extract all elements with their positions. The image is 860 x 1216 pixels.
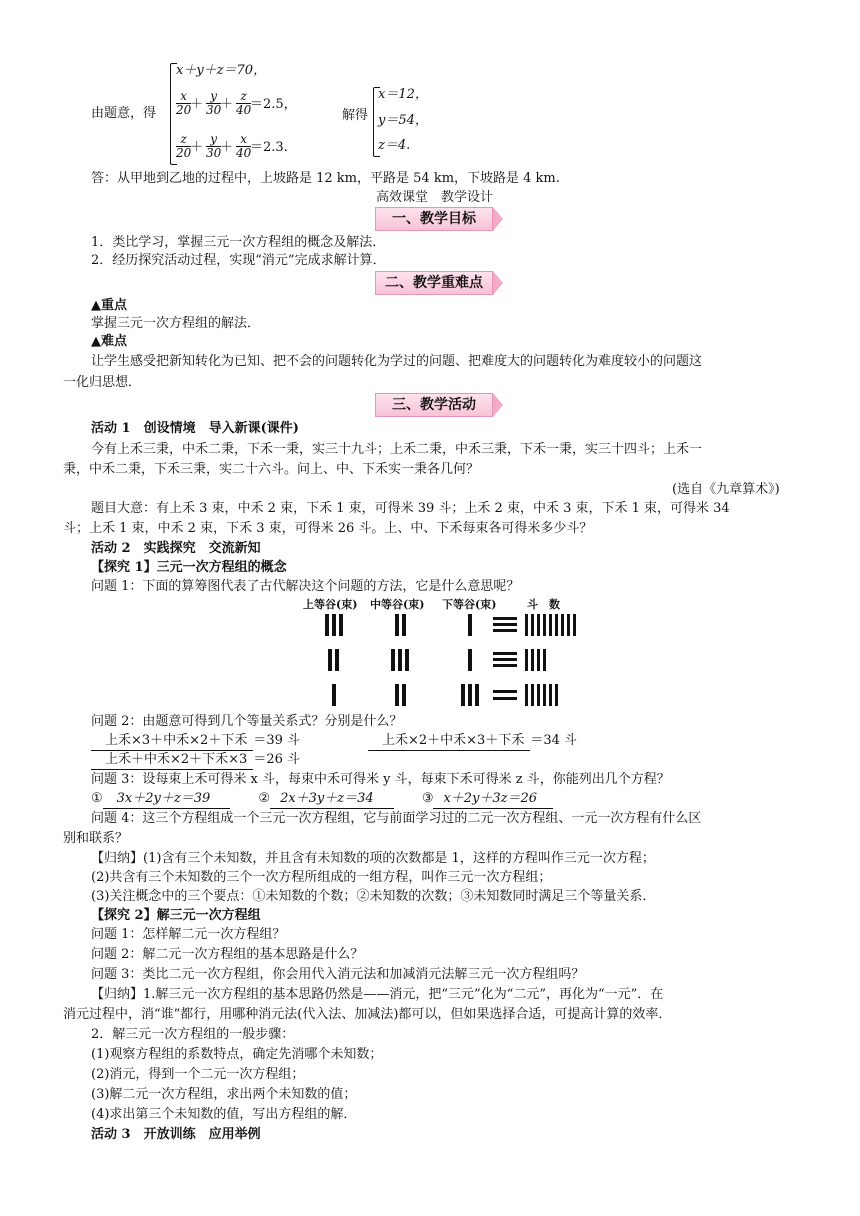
- rod-header-middle: 中等谷(束): [370, 598, 425, 611]
- goal-2: 2．经历探究活动过程，实现“消元”完成求解计算．: [91, 253, 386, 268]
- frac-num: y: [206, 90, 221, 104]
- activity-1-p1b: 秉，中禾二秉，下禾三秉，实二十六斗。问上、中、下禾实一秉各几何？: [63, 462, 480, 477]
- solution-z: z＝4.: [378, 138, 411, 153]
- activity-3-title: 活动 3 开放训练 应用举例: [91, 1127, 261, 1142]
- activity-1-p2a: 题目大意：有上禾 3 束，中禾 2 束，下禾 1 束，可得米 39 斗；上禾 2 束，中禾 3 束，下禾 1 束，可得米 34: [91, 501, 730, 516]
- relation-2-rhs: ＝34 斗: [530, 733, 578, 748]
- summary-4b: 消元过程中，消“谁”都行，用哪种消元法(代入法、加减法)都可以，但如果选择合适，可提高计算的效率．: [63, 1007, 672, 1022]
- difficulty-text-2: 一化归思想．: [63, 375, 142, 390]
- relation-1: [91, 732, 300, 751]
- explore-2-q1: 问题 1：怎样解二元一次方程组？: [91, 927, 286, 942]
- frac-den: 20: [176, 146, 192, 160]
- activity-1-title: 活动 1 创设情境 导入新课(课件): [91, 421, 299, 436]
- step-3: (3)解二元一次方程组，求出两个未知数的值；: [91, 1087, 357, 1102]
- key-text: 掌握三元一次方程组的解法．: [91, 316, 261, 331]
- source-citation: (选自《九章算术》): [672, 482, 780, 497]
- relation-3-rhs: ＝26 斗: [253, 752, 301, 767]
- relation-3: [91, 751, 300, 770]
- question-4b: 别和联系？: [63, 831, 129, 846]
- relation-2-expr: 上禾×2＋中禾×3＋下禾: [368, 732, 530, 751]
- step-1: (1)观察方程组的系数特点，确定先消哪个未知数；: [91, 1047, 383, 1062]
- eq-num-1: ①: [91, 791, 103, 806]
- equation-1: x＋y＋z＝70，: [176, 63, 267, 78]
- intro-text: 由题意，得: [91, 106, 157, 121]
- activity-1-p2b: 斗；上禾 1 束，中禾 2 束，下禾 3 束，可得米 26 斗。上、中、下禾每束各可得米多少斗？: [63, 521, 593, 536]
- question-1: 问题 1：下面的算筹图代表了古代解决这个问题的方法，它是什么意思呢？: [91, 579, 520, 594]
- frac-den: 40: [236, 103, 252, 117]
- difficulty-text-1: 让学生感受把新知转化为已知、把不会的问题转化为学过的问题、把难度大的问题转化为难度较小的问题这: [91, 354, 703, 369]
- eq-num-3: ③: [421, 791, 434, 806]
- eq-num-2: ②: [258, 791, 271, 806]
- answer-text: 答：从甲地到乙地的过程中，上坡路是 12 km，平路是 54 km，下坡路是 4 km.: [91, 171, 560, 186]
- summary-4a: 【归纳】1.解三元一次方程组的基本思路仍然是——消元，把“三元”化为“二元”，再化为“一元”．在: [91, 987, 664, 1002]
- summary-1: 【归纳】(1)含有三个未知数，并且含有未知数的项的次数都是 1，这样的方程叫作三元一次方程；: [91, 851, 655, 866]
- explore-2-title: 【探究 2】解三元一次方程组: [91, 908, 261, 923]
- relation-1-rhs: ＝39 斗: [253, 733, 301, 748]
- question-2: 问题 2：由题意可得到几个等量关系式？分别是什么？: [91, 714, 403, 729]
- frac-num: y: [206, 133, 221, 147]
- summary-2: (2)共含有三个未知数的三个一次方程所组成的一组方程，叫作三元一次方程组；: [91, 870, 552, 885]
- frac-den: 40: [236, 146, 252, 160]
- key-heading: ▲重点: [91, 298, 127, 313]
- explore-2-q2: 问题 2：解二元一次方程组的基本思路是什么？: [91, 947, 364, 962]
- summary-3: (3)关注概念中的三个要点：①未知数的个数；②未知数的次数；③未知数同时满足三个等量关系．: [91, 889, 656, 904]
- difficulty-heading: ▲难点: [91, 334, 127, 349]
- frac-num: z: [176, 133, 191, 147]
- equation-b: 2x＋3y＋z＝34: [270, 790, 394, 809]
- solve-text: 解得: [342, 108, 369, 123]
- eq3-rhs: ＝2.3.: [250, 140, 288, 155]
- relation-3-expr: 上禾＋中禾×2＋下禾×3: [91, 751, 253, 770]
- rod-header-amount: 斗 数: [527, 598, 560, 611]
- question-3: 问题 3：设每束上禾可得米 x 斗，每束中禾可得米 y 斗，每束下禾可得米 z 斗，你能列出几个方程？: [91, 772, 670, 787]
- frac-den: 20: [176, 103, 192, 117]
- relation-2: [368, 732, 577, 751]
- explore-2-q3: 问题 3：类比二元一次方程组，你会用代入消元法和加减消元法解三元一次方程组吗？: [91, 967, 585, 982]
- goal-1: 1．类比学习，掌握三元一次方程组的概念及解法．: [91, 235, 386, 250]
- rod-header-upper: 上等谷(束): [303, 598, 358, 611]
- explore-1-title: 【探究 1】三元一次方程组的概念: [91, 560, 287, 575]
- equations-row: [91, 790, 553, 809]
- relation-1-expr: 上禾×3＋中禾×2＋下禾: [91, 732, 253, 751]
- frac-den: 30: [206, 103, 222, 117]
- question-4a: 问题 4：这三个方程组成一个三元一次方程组，它与前面学习过的二元一次方程组、一元一次方程有什么区: [91, 811, 702, 826]
- steps-heading: 2．解三元一次方程组的一般步骤：: [91, 1027, 295, 1042]
- step-4: (4)求出第三个未知数的值，写出方程组的解．: [91, 1107, 357, 1122]
- counting-rods: [315, 614, 615, 710]
- solution-y: y＝54，: [378, 113, 428, 128]
- frac-num: x: [176, 90, 191, 104]
- activity-1-p1a: 今有上禾三秉，中禾二秉，下禾一秉，实三十九斗；上禾二秉，中禾三秉，下禾一秉，实三十四斗；上禾一: [91, 442, 703, 457]
- equation-a: 3x＋2y＋z＝39: [103, 790, 231, 809]
- activity-2-title: 活动 2 实践探究 交流新知: [91, 541, 261, 556]
- section-header: 高效课堂 教学设计: [376, 190, 494, 205]
- solution-x: x＝12，: [378, 87, 428, 102]
- eq2-rhs: ＝2.5，: [250, 97, 297, 112]
- equation-c: x＋2y＋3z＝26: [433, 790, 553, 809]
- rod-header-lower: 下等谷(束): [442, 598, 497, 611]
- step-2: (2)消元，得到一个二元一次方程组；: [91, 1067, 305, 1082]
- frac-num: z: [236, 90, 251, 104]
- frac-den: 30: [206, 146, 222, 160]
- frac-num: x: [236, 133, 251, 147]
